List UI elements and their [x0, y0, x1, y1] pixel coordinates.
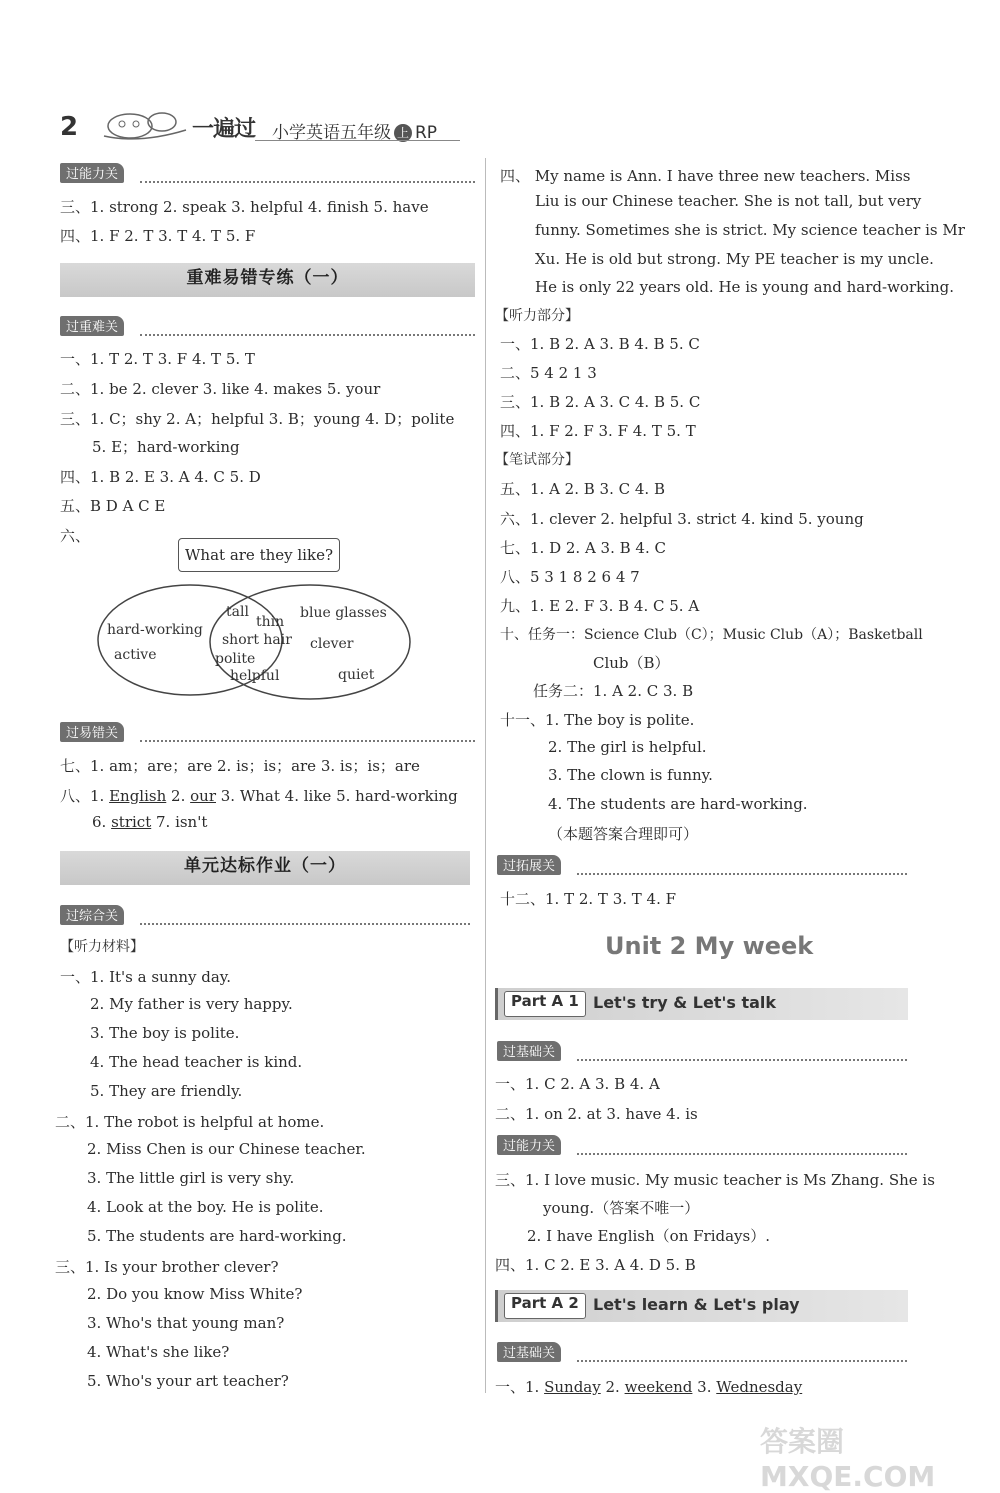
transcript-line: 5. The students are hard-working. — [87, 1227, 347, 1245]
transcript-line: 2. Do you know Miss White? — [87, 1285, 303, 1303]
venn-center-word: thin — [256, 614, 285, 630]
part-title: Let's try & Let's talk — [593, 993, 777, 1012]
tag-dotted-rule — [140, 181, 475, 183]
venn-right-word: blue glasses — [300, 605, 387, 621]
tag-dotted-rule — [577, 1153, 907, 1155]
answer-line: 二、1. on 2. at 3. have 4. is — [495, 1105, 698, 1123]
header-rule — [255, 140, 460, 141]
answer-line: 6. strict 7. isn't — [92, 813, 208, 831]
section-tag: 过易错关 — [60, 722, 124, 742]
answer-line: 六、1. clever 2. helpful 3. strict 4. kind 5. young — [500, 510, 864, 528]
venn-center-word: helpful — [230, 668, 280, 684]
book-title: 小学英语五年级 上 RP — [272, 123, 438, 143]
brand-logo-text: 一遍过 — [192, 117, 256, 142]
answer-line: 二、5 4 2 1 3 — [500, 364, 597, 382]
diagram-question-scroll: What are they like? — [178, 538, 340, 572]
venn-left-word: active — [114, 647, 157, 663]
section-tag: 过能力关 — [497, 1135, 561, 1155]
answer-line: 二、1. be 2. clever 3. like 4. makes 5. your — [60, 380, 381, 398]
transcript-line: 二、1. The robot is helpful at home. — [55, 1113, 325, 1131]
tag-dotted-rule — [140, 740, 475, 742]
transcript-line: 3. Who's that young man? — [87, 1314, 285, 1332]
answer-line: 任务二：1. A 2. C 3. B — [533, 682, 694, 700]
subsection-label: 【听力部分】 — [495, 308, 579, 324]
section-tag: 过重难关 — [60, 316, 124, 336]
part-label: Part A 1 — [504, 991, 586, 1017]
answer-line: 三、1. strong 2. speak 3. helpful 4. finish 5. have — [60, 198, 429, 216]
answer-line: 3. The clown is funny. — [548, 766, 713, 784]
section-band: 重难易错专练（一） — [60, 263, 475, 297]
answer-line: 5. E；hard-working — [92, 438, 240, 456]
answer-line: 七、1. D 2. A 3. B 4. C — [500, 539, 666, 557]
answer-line: 一、1. C 2. A 3. B 4. A — [495, 1075, 660, 1093]
section-tag: 过能力关 — [60, 163, 124, 183]
answer-line: 四、1. B 2. E 3. A 4. C 5. D — [60, 468, 261, 486]
answer-line: 五、1. A 2. B 3. C 4. B — [500, 480, 665, 498]
answer-line: 一、1. Sunday 2. weekend 3. Wednesday — [495, 1378, 803, 1396]
answer-line: 一、1. T 2. T 3. F 4. T 5. T — [60, 350, 255, 368]
answer-line: 三、1. I love music. My music teacher is Ms Zhang. She is — [495, 1171, 935, 1189]
reading-passage-line: 四、 My name is Ann. I have three new teachers. Miss — [500, 167, 911, 185]
reading-passage-line: funny. Sometimes she is strict. My science teacher is Mr — [535, 221, 965, 239]
transcript-line: 4. The head teacher is kind. — [90, 1053, 303, 1071]
page-number: 2 — [60, 112, 79, 142]
transcript-line: 5. Who's your art teacher? — [87, 1372, 289, 1390]
answer-line: 4. The students are hard-working. — [548, 795, 808, 813]
part-header — [495, 988, 908, 1020]
answer-line: 十一、1. The boy is polite. — [500, 711, 695, 729]
part-header — [495, 1290, 908, 1322]
tag-dotted-rule — [577, 873, 907, 875]
venn-center-word: short hair — [222, 632, 292, 648]
answer-line: 九、1. E 2. F 3. B 4. C 5. A — [500, 597, 700, 615]
tag-dotted-rule — [140, 334, 475, 336]
tag-dotted-rule — [577, 1360, 907, 1362]
answer-line: 十二、1. T 2. T 3. T 4. F — [500, 890, 677, 908]
section-tag: 过综合关 — [60, 905, 124, 925]
reading-passage-line: He is only 22 years old. He is young and hard-working. — [535, 278, 955, 296]
section-tag: 过拓展关 — [497, 855, 561, 875]
venn-center-word: tall — [226, 604, 249, 620]
answer-line: 三、1. C；shy 2. A；helpful 3. B；young 4. D；polite — [60, 410, 455, 428]
transcript-line: 三、1. Is your brother clever? — [55, 1258, 279, 1276]
tag-dotted-rule — [140, 923, 470, 925]
transcript-line: 3. The little girl is very shy. — [87, 1169, 295, 1187]
transcript-line: 2. My father is very happy. — [90, 995, 293, 1013]
reading-passage-line: Liu is our Chinese teacher. She is not tall, but very — [535, 192, 922, 210]
transcript-line: 一、1. It's a sunny day. — [60, 968, 232, 986]
answer-line: 三、1. B 2. A 3. C 4. B 5. C — [500, 393, 701, 411]
section-tag: 过基础关 — [497, 1342, 561, 1362]
transcript-line: 3. The boy is polite. — [90, 1024, 240, 1042]
watermark: 答案圈 MXQE.COM — [760, 1425, 936, 1493]
part-title: Let's learn & Let's play — [593, 1295, 800, 1314]
answer-line: 四、1. F 2. T 3. T 4. T 5. F — [60, 227, 256, 245]
answer-line: 一、1. B 2. A 3. B 4. B 5. C — [500, 335, 700, 353]
venn-right-word: quiet — [338, 667, 375, 683]
answer-line: 八、1. English 2. our 3. What 4. like 5. hard-working — [60, 787, 458, 805]
venn-left-word: hard-working — [107, 622, 203, 638]
venn-right-word: clever — [310, 636, 354, 652]
section-band: 单元达标作业（一） — [60, 851, 470, 885]
transcript-line: 4. Look at the boy. He is polite. — [87, 1198, 324, 1216]
subsection-label: 【听力材料】 — [60, 939, 144, 955]
answer-line: 四、1. C 2. E 3. A 4. D 5. B — [495, 1256, 696, 1274]
answer-note: （本题答案合理即可） — [548, 825, 699, 843]
answer-line: 十、任务一：Science Club（C）；Music Club（A）；Basketball — [500, 627, 923, 643]
unit-title: Unit 2 My week — [605, 932, 814, 960]
tag-dotted-rule — [577, 1059, 907, 1061]
reading-passage-line: Xu. He is old but strong. My PE teacher is my uncle. — [535, 250, 934, 268]
volume-badge: 上 — [394, 124, 412, 142]
answer-line: 八、5 3 1 8 2 6 4 7 — [500, 568, 640, 586]
transcript-line: 4. What's she like? — [87, 1343, 230, 1361]
answer-line: Club（B） — [593, 654, 670, 672]
answer-line: 五、B D A C E — [60, 497, 166, 515]
answer-line: 2. I have English（on Fridays）. — [527, 1227, 770, 1245]
answer-line: 2. The girl is helpful. — [548, 738, 707, 756]
answer-line: 六、 — [60, 527, 91, 545]
transcript-line: 2. Miss Chen is our Chinese teacher. — [87, 1140, 366, 1158]
transcript-line: 5. They are friendly. — [90, 1082, 243, 1100]
answer-line: 七、1. am；are；are 2. is；is；are 3. is；is；are — [60, 757, 420, 775]
part-label: Part A 2 — [504, 1293, 586, 1319]
subsection-label: 【笔试部分】 — [495, 452, 579, 468]
answer-line: young.（答案不唯一） — [543, 1199, 700, 1217]
section-tag: 过基础关 — [497, 1041, 561, 1061]
answer-line: 四、1. F 2. F 3. F 4. T 5. T — [500, 422, 696, 440]
column-divider — [485, 158, 486, 1393]
venn-center-word: polite — [215, 651, 256, 667]
